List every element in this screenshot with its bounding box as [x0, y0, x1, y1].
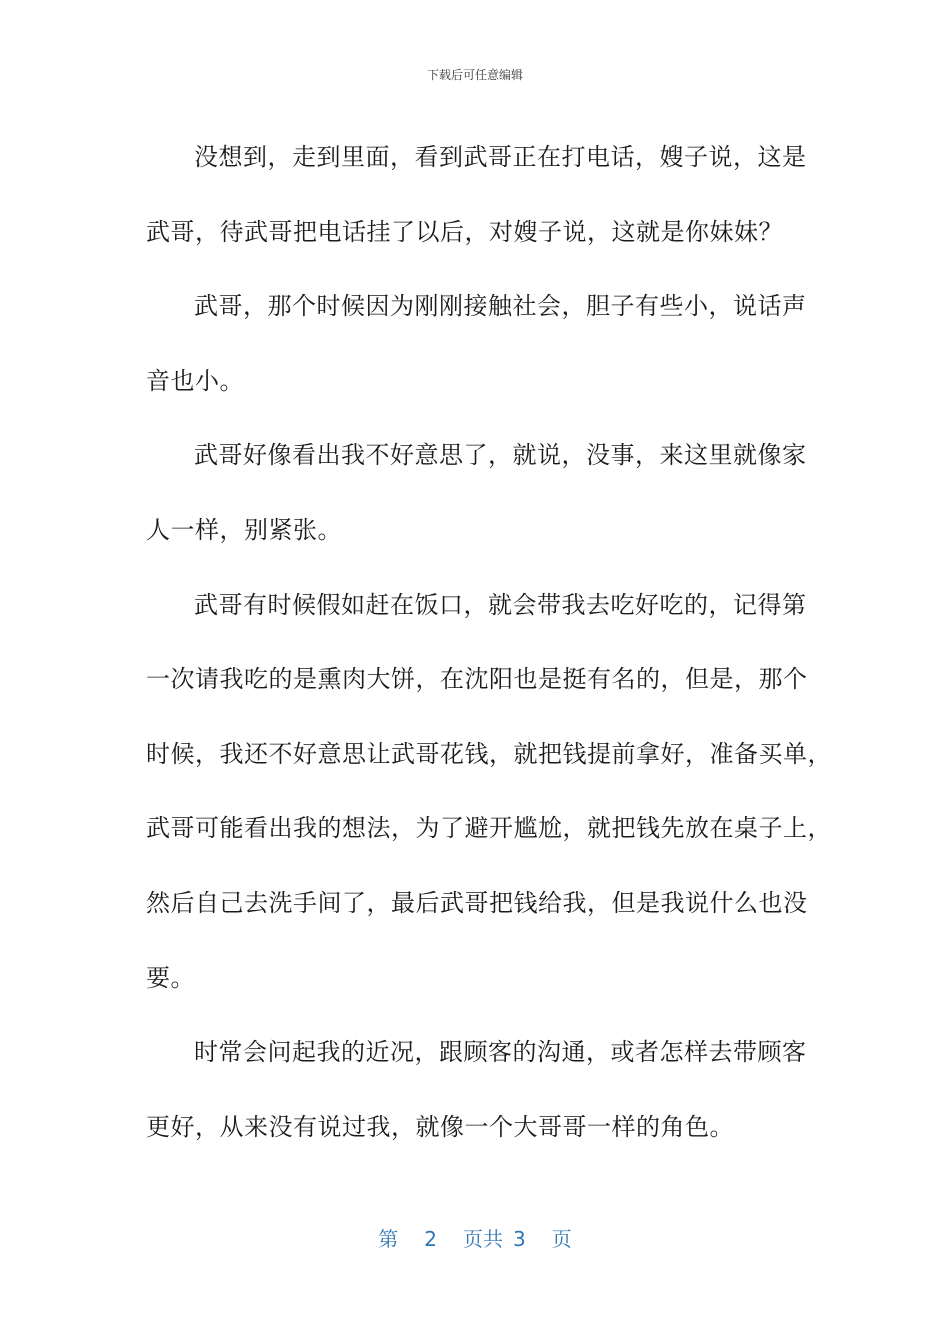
text-line: 时候，我还不好意思让武哥花钱，就把钱提前拿好，准备买单， [146, 739, 832, 768]
footer-current-page: 2 [424, 1227, 437, 1251]
footer-label-page: 第 [378, 1227, 399, 1251]
text-line: 要。 [146, 963, 195, 992]
text-line: 更好，从来没有说过我，就像一个大哥哥一样的角色。 [146, 1112, 734, 1141]
text-line: 武哥好像看出我不好意思了，就说，没事，来这里就像家 [194, 441, 807, 470]
paragraph [146, 568, 832, 1016]
paragraph [146, 120, 808, 269]
page-footer [0, 1224, 950, 1254]
text-line: 音也小。 [146, 366, 244, 395]
document-body [146, 120, 832, 1164]
paragraph [146, 1015, 808, 1164]
text-line: 人一样，别紧张。 [146, 515, 342, 544]
text-line: 没想到，走到里面，看到武哥正在打电话，嫂子说，这是 [194, 143, 807, 171]
paragraph [146, 269, 808, 418]
text-line: 一次请我吃的是熏肉大饼，在沈阳也是挺有名的，但是，那个 [146, 665, 808, 694]
text-line: 武哥，那个时候因为刚刚接触社会，胆子有些小，说话声 [194, 292, 807, 321]
text-line: 然后自己去洗手间了，最后武哥把钱给我，但是我说什么也没 [146, 888, 808, 917]
footer-total-pages: 3 [513, 1227, 526, 1251]
text-line: 时常会问起我的近况，跟顾客的沟通，或者怎样去带顾客 [194, 1038, 807, 1067]
text-line: 武哥，待武哥把电话挂了以后，对嫂子说，这就是你妹妹？ [146, 217, 783, 246]
page-header: 下载后可任意编辑 [426, 68, 523, 82]
footer-label-end: 页 [551, 1227, 572, 1251]
footer-label-total: 页共 [463, 1227, 503, 1251]
text-line: 武哥可能看出我的想法，为了避开尴尬，就把钱先放在桌子上， [146, 814, 832, 843]
text-line: 武哥有时候假如赶在饭口，就会带我去吃好吃的，记得第 [194, 590, 807, 619]
paragraph [146, 418, 808, 567]
